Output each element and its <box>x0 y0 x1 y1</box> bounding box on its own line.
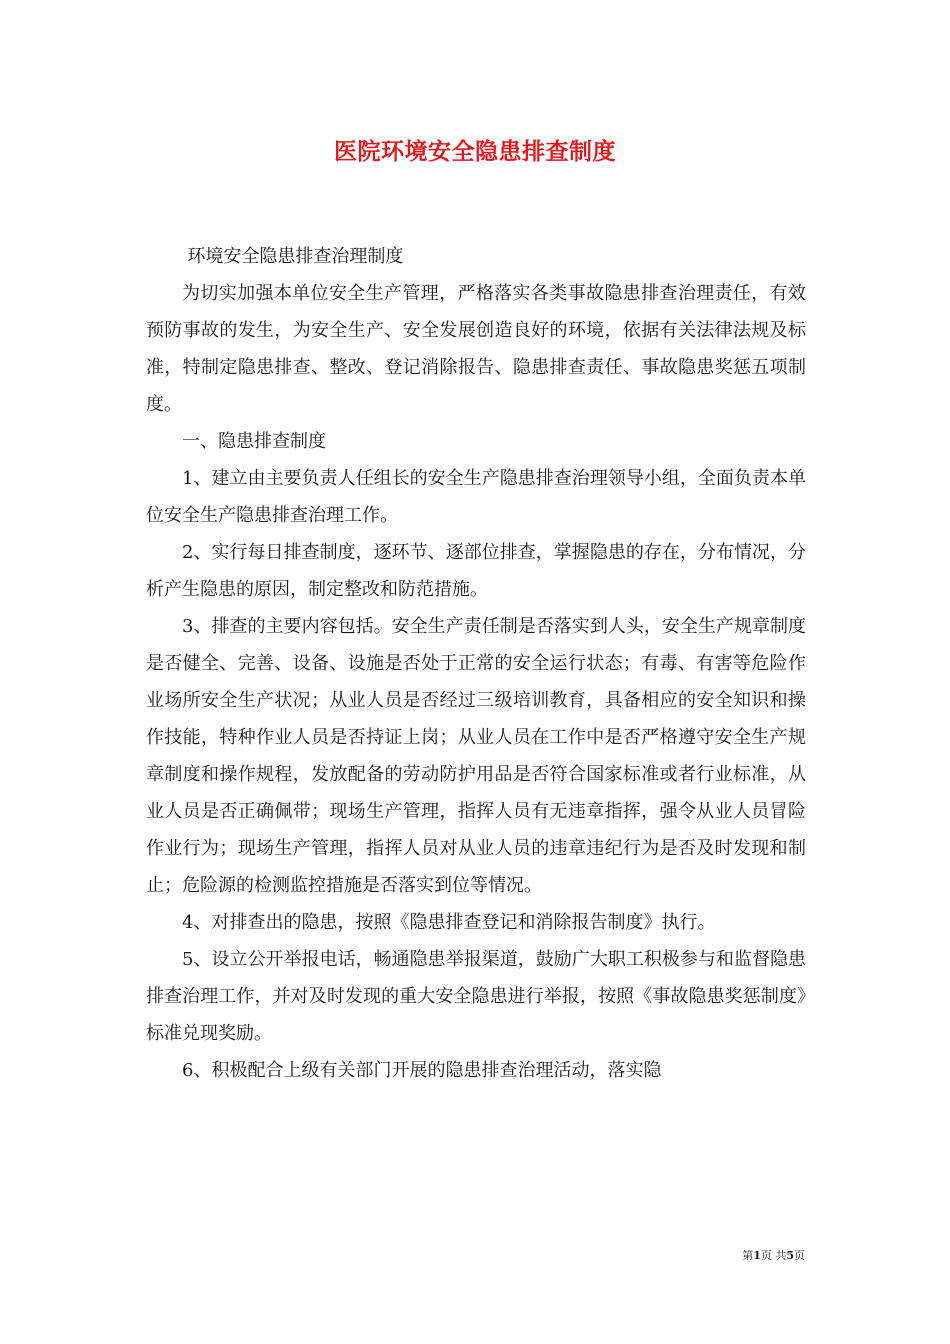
footer-prefix: 第 <box>742 1249 754 1262</box>
footer-suffix: 页 <box>794 1249 805 1262</box>
clause-1: 1、建立由主要负责人任组长的安全生产隐患排查治理领导小组，全面负责本单位安全生产隐患排查治理工作。 <box>146 468 806 526</box>
footer-middle: 页 共 <box>760 1249 787 1262</box>
document-body <box>146 238 806 1089</box>
page-number-footer <box>742 1247 805 1263</box>
section-subtitle: 环境安全隐患排查治理制度 <box>187 246 404 267</box>
footer-total-pages: 5 <box>786 1249 794 1262</box>
clause-6: 6、积极配合上级有关部门开展的隐患排查治理活动，落实隐 <box>182 1060 662 1081</box>
clause-4: 4、对排查出的隐患，按照《隐患排查登记和消除报告制度》执行。 <box>182 912 716 933</box>
intro-paragraph: 为切实加强本单位安全生产管理，严格落实各类事故隐患排查治理责任，有效预防事故的发生，为安全生产、安全发展创造良好的环境，依据有关法律法规及标准，特制定隐患排查、整改、登记消除报告、隐患排查责任、事故隐患奖惩五项制度。 <box>146 283 806 415</box>
section-heading: 一、隐患排查制度 <box>182 431 326 452</box>
clause-3: 3、排查的主要内容包括。安全生产责任制是否落实到人头，安全生产规章制度是否健全、完善、设备、设施是否处于正常的安全运行状态；有毒、有害等危险作业场所安全生产状况；从业人员是否经过三级培训教育，具备相应的安全知识和操作技能，特种作业人员是否持证上岗；从业人员在工作中是否严格遵守安全生产规章制度和操作规程，发放配备的劳动防护用品是否符合国家标准或者行业标准，从业人员是否正确佩带；现场生产管理，指挥人员有无违章指挥，强令从业人员冒险作业行为；现场生产管理，指挥人员对从业人员的违章违纪行为是否及时发现和制止；危险源的检测监控措施是否落实到位等情况。 <box>146 616 806 896</box>
footer-current-page: 1 <box>753 1249 761 1262</box>
clause-2: 2、实行每日排查制度，逐环节、逐部位排查，掌握隐患的存在，分布情况，分析产生隐患的原因，制定整改和防范措施。 <box>146 542 806 600</box>
clause-5: 5、设立公开举报电话，畅通隐患举报渠道，鼓励广大职工积极参与和监督隐患排查治理工作，并对及时发现的重大安全隐患进行举报，按照《事故隐患奖惩制度》标准兑现奖励。 <box>146 949 806 1044</box>
document-title: 医院环境安全隐患排查制度 <box>334 138 616 165</box>
